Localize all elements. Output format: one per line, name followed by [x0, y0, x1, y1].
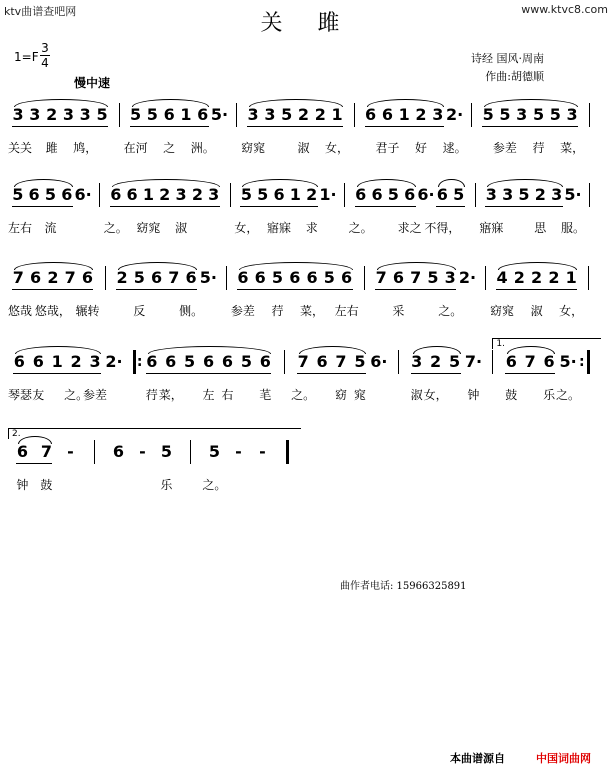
repeat-sign: :: [136, 354, 143, 370]
note: 2: [297, 105, 310, 124]
barline: [230, 183, 231, 207]
lyric: 窈窕: [490, 304, 515, 318]
note: 6: [316, 352, 328, 371]
beam: [355, 206, 416, 207]
beam: [496, 289, 577, 290]
slur: [112, 179, 220, 187]
note: 5: [12, 185, 24, 204]
note: 1: [51, 352, 63, 371]
repeat-barline: [133, 350, 136, 374]
lyric: 女，: [234, 221, 259, 235]
barline: [344, 183, 345, 207]
lyric: 辗转: [75, 304, 100, 318]
note: 5: [240, 185, 252, 204]
note: 1·: [319, 185, 337, 204]
lyric: 雎: [45, 141, 58, 155]
beam: [13, 373, 101, 374]
lyric: 洲。: [190, 141, 215, 155]
barline: [119, 103, 120, 127]
volta-number: 2.: [12, 429, 21, 439]
note: 7: [168, 268, 180, 287]
slur: [132, 99, 209, 107]
note: 5: [549, 105, 561, 124]
barline: [99, 183, 100, 207]
beam: [240, 206, 317, 207]
note: 5: [96, 105, 108, 124]
note: 3: [29, 105, 41, 124]
slur: [249, 99, 343, 107]
note: 6: [32, 352, 44, 371]
lyric: 窕: [353, 388, 366, 402]
lyric: 鸠，: [73, 141, 98, 155]
beam: [482, 126, 578, 127]
note: 6: [13, 352, 25, 371]
song-title: 关 雎: [260, 11, 354, 36]
note: 7: [375, 268, 387, 287]
slur: [242, 179, 317, 187]
note: 6·: [417, 185, 435, 204]
note: 7: [524, 352, 536, 371]
note: 7: [297, 352, 309, 371]
lyric: 女，: [423, 388, 448, 402]
note: 5: [499, 105, 511, 124]
note: 5·: [199, 268, 217, 287]
note: 6: [306, 268, 318, 287]
lyric: 采: [392, 304, 405, 318]
note: 6: [16, 442, 28, 461]
note: 6: [404, 185, 416, 204]
lyrics-line: [0, 219, 614, 237]
composer-phone: 曲作者电话: 15966325891: [340, 581, 467, 592]
time-denominator: 4: [41, 56, 49, 70]
note: 6: [126, 185, 138, 204]
lyric: 窈窕: [136, 221, 161, 235]
note: 2: [415, 105, 427, 124]
note: 2: [513, 268, 525, 287]
barline: [236, 103, 237, 127]
lyric: 君子: [375, 141, 400, 155]
slur: [484, 99, 578, 107]
note: 5: [482, 105, 494, 124]
lyric: 女，: [559, 304, 584, 318]
source-site: 中国词曲网: [536, 752, 591, 765]
note: 6: [371, 185, 383, 204]
beam: [365, 126, 444, 127]
barline: [471, 103, 472, 127]
note: 6: [392, 268, 404, 287]
barline: [398, 350, 399, 374]
lyric: 友: [32, 388, 45, 402]
lyric: 之。: [64, 388, 89, 402]
note: 5·: [564, 185, 582, 204]
barline: [94, 440, 95, 464]
note: 6: [110, 185, 122, 204]
note: 3: [264, 105, 276, 124]
note: 2: [314, 105, 326, 124]
beam: [130, 126, 209, 127]
note: 5: [257, 185, 269, 204]
note: 2: [430, 352, 442, 371]
score-row: [0, 339, 614, 426]
lyric: 之: [163, 141, 176, 155]
beam: [146, 373, 272, 374]
lyric: 悠哉: [7, 304, 33, 318]
lyric: 流: [44, 221, 57, 235]
note: 6: [165, 352, 177, 371]
lyric: 淑: [530, 304, 543, 318]
lyric: 荇: [532, 141, 545, 155]
note: 7: [12, 268, 24, 287]
lyric: 求: [305, 221, 318, 235]
lyric: 琴瑟: [7, 388, 33, 402]
note: 5: [448, 352, 461, 371]
slur: [367, 99, 444, 107]
notes-line: [0, 429, 614, 472]
lyrics-line: [0, 386, 614, 404]
note: 4: [496, 268, 508, 287]
barline: [226, 266, 227, 290]
barline: [492, 350, 493, 374]
repeat-barline: [587, 350, 590, 374]
note: 2·: [445, 105, 464, 124]
note: 1: [289, 185, 301, 204]
note: 2: [548, 268, 560, 287]
beam: [116, 289, 197, 290]
note: 6·: [74, 185, 92, 204]
lyric: 之。: [556, 388, 581, 402]
lyricist-credit: 诗经 国风·周南: [471, 52, 544, 65]
slur: [148, 346, 272, 354]
note: 5: [354, 352, 366, 371]
beam: [110, 206, 220, 207]
note: 1: [142, 185, 154, 204]
note: 6: [436, 185, 448, 204]
note: 2: [47, 268, 59, 287]
lyric: 右: [221, 388, 234, 402]
barline: [589, 103, 590, 127]
score-row: [0, 429, 614, 516]
barline: [475, 183, 476, 207]
note: 5: [240, 352, 252, 371]
note: 5: [208, 442, 220, 461]
lyric: 之。: [291, 388, 316, 402]
note: 6: [112, 442, 124, 461]
note: 6: [185, 268, 197, 287]
slur: [14, 99, 108, 107]
note: 5: [146, 105, 158, 124]
note: 5: [44, 185, 57, 204]
beam: [297, 373, 366, 374]
lyric: 淑: [410, 388, 423, 402]
barline: [588, 266, 589, 290]
note: 5: [271, 268, 284, 287]
lyrics-line: [0, 139, 614, 157]
note: 6: [341, 268, 353, 287]
slur: [413, 346, 461, 354]
note: 1: [398, 105, 410, 124]
lyric: 参差: [83, 388, 108, 402]
note: 5: [323, 268, 335, 287]
lyric: 钟: [16, 478, 29, 492]
lyric: 菜，: [158, 388, 183, 402]
slur: [299, 346, 366, 354]
note: 5: [532, 105, 545, 124]
note: 5: [453, 185, 465, 204]
lyric: 寤寐: [267, 221, 292, 235]
note: 5: [281, 105, 293, 124]
lyric: 鼓: [40, 478, 53, 492]
note: 6: [197, 105, 209, 124]
note: 3: [551, 185, 563, 204]
lyric: 荇: [271, 304, 284, 318]
lyric: 菜，: [560, 141, 585, 155]
note: 3: [566, 105, 578, 124]
lyric: 之。: [103, 221, 128, 235]
lyric: 参差: [492, 141, 517, 155]
beam: [12, 206, 73, 207]
note: 3: [485, 185, 497, 204]
lyric: 之。: [348, 221, 373, 235]
lyric: 菜，: [300, 304, 325, 318]
site-watermark-left: ktv曲谱查吧网: [4, 5, 77, 18]
lyrics-line: [0, 302, 614, 320]
volta-number: 1.: [496, 339, 505, 349]
slur: [498, 262, 577, 270]
lyric: 左右: [7, 221, 33, 235]
lyric: 乐: [543, 388, 556, 402]
barline: [286, 440, 289, 464]
note: 6: [221, 352, 234, 371]
note: 3: [516, 105, 528, 124]
note: 5·: [559, 352, 577, 371]
barline: [589, 183, 590, 207]
note: 3: [62, 105, 75, 124]
slur: [15, 346, 101, 354]
lyric: 之。: [202, 478, 227, 492]
note: 6: [150, 268, 163, 287]
barline: [354, 103, 355, 127]
note: 6: [505, 352, 517, 371]
notes-line: [0, 185, 614, 215]
note: 7: [64, 268, 76, 287]
note: 2: [531, 268, 543, 287]
note: 7: [410, 268, 422, 287]
note: 1: [331, 105, 343, 124]
note: 6·: [370, 352, 388, 371]
slur: [239, 262, 353, 270]
lyric: 侧。: [179, 304, 204, 318]
note: 5: [518, 185, 530, 204]
note: 5: [130, 105, 142, 124]
lyric: 窈: [334, 388, 348, 402]
note: 2: [191, 185, 203, 204]
lyric: 女，: [325, 141, 350, 155]
note: 5: [133, 268, 145, 287]
lyric: 好: [414, 141, 428, 155]
notes-line: [0, 268, 614, 298]
note: 2·: [105, 352, 123, 371]
note: 2: [70, 352, 82, 371]
note: 2: [534, 185, 546, 204]
composer-credit: 作曲:胡德顺: [485, 70, 544, 83]
note: 6: [355, 185, 367, 204]
note: 5: [184, 352, 196, 371]
note: 3: [208, 185, 220, 204]
beam: [375, 289, 456, 290]
note: 6: [254, 268, 266, 287]
note: 2·: [458, 268, 477, 287]
beam: [237, 289, 353, 290]
score-row: [0, 185, 614, 259]
note: 2: [46, 105, 58, 124]
note: 5·: [210, 105, 229, 124]
beam: [411, 373, 461, 374]
lyric: 窈窕: [241, 141, 266, 155]
note: 6: [543, 352, 555, 371]
beam: [12, 126, 108, 127]
lyric: 在河: [123, 141, 148, 155]
beam: [505, 373, 555, 374]
time-numerator: 3: [41, 41, 49, 55]
slur: [14, 262, 93, 270]
note: 3: [175, 185, 187, 204]
note: 6: [289, 268, 301, 287]
score-row: [0, 105, 614, 179]
beam: [247, 126, 343, 127]
lyric: 逑。: [442, 141, 467, 155]
score-row: [0, 268, 614, 342]
lyric: 淑: [175, 221, 188, 235]
note: 6: [28, 185, 40, 204]
beam: [436, 206, 464, 207]
time-signature: [40, 42, 50, 69]
note: -: [235, 442, 242, 461]
note: -: [67, 442, 74, 461]
note: 2: [116, 268, 128, 287]
barline: [284, 350, 285, 374]
lyric: 悠哉，: [34, 304, 71, 318]
notes-line: [0, 339, 614, 382]
volta-bracket: [492, 338, 601, 349]
note: 3: [411, 352, 423, 371]
lyric: 荇: [145, 388, 158, 402]
slur: [487, 179, 562, 187]
note: 6: [273, 185, 285, 204]
note: 3: [89, 352, 101, 371]
volta-bracket: [8, 428, 301, 439]
note: 2: [306, 185, 318, 204]
lyric: 不得，: [424, 221, 461, 235]
note: 3: [502, 185, 514, 204]
slur: [14, 179, 73, 187]
lyric: 服。: [560, 221, 585, 235]
note: 5: [427, 268, 439, 287]
note: 7: [335, 352, 347, 371]
note: -: [139, 442, 146, 461]
note: 3: [12, 105, 24, 124]
note: 3: [432, 105, 444, 124]
note: 1: [565, 268, 577, 287]
barline: [190, 440, 191, 464]
lyric: 鼓: [505, 388, 518, 402]
note: 6: [163, 105, 175, 124]
note: 3: [247, 105, 259, 124]
barline: [105, 266, 106, 290]
note: 3: [444, 268, 456, 287]
note: -: [259, 442, 266, 461]
tempo-marking: 慢中速: [74, 76, 111, 90]
note: 5: [387, 185, 399, 204]
slur: [357, 179, 416, 187]
lyric: 之。: [438, 304, 463, 318]
note: 3: [79, 105, 91, 124]
note: 7: [40, 442, 52, 461]
lyric: 左: [202, 388, 215, 402]
barline: [364, 266, 365, 290]
note: 7·: [464, 352, 483, 371]
slur: [118, 262, 197, 270]
lyric: 寤寐: [479, 221, 504, 235]
beam: [12, 289, 93, 290]
lyric: 左右: [334, 304, 359, 318]
lyric: 思: [534, 221, 547, 235]
repeat-sign: :: [578, 354, 585, 370]
beam: [16, 463, 52, 464]
lyric: 反: [133, 304, 146, 318]
note: 6: [202, 352, 215, 371]
source-label: 本曲谱源自: [450, 752, 505, 765]
lyric: 参差: [230, 304, 255, 318]
note: 6: [259, 352, 271, 371]
beam: [485, 206, 562, 207]
lyric: 钟: [467, 388, 480, 402]
notes-line: [0, 105, 614, 135]
lyrics-line: [0, 476, 614, 494]
note: 6: [365, 105, 377, 124]
lyric: 淑: [297, 141, 310, 155]
lyric: 乐: [160, 478, 173, 492]
note: 6: [381, 105, 393, 124]
note: 6: [81, 268, 94, 287]
key-signature: 1=F: [14, 50, 39, 64]
lyric: 芼: [259, 388, 272, 402]
note: 5: [160, 442, 172, 461]
note: 6: [30, 268, 42, 287]
barline: [485, 266, 486, 290]
lyric: 求之: [397, 221, 422, 235]
slur: [377, 262, 456, 270]
site-watermark-right: www.ktvc8.com: [521, 3, 608, 16]
lyric: 关关: [7, 141, 33, 155]
slur: [438, 179, 464, 187]
note: 6: [146, 352, 158, 371]
note: 1: [180, 105, 192, 124]
note: 2: [159, 185, 171, 204]
note: 6: [237, 268, 249, 287]
note: 6: [61, 185, 73, 204]
